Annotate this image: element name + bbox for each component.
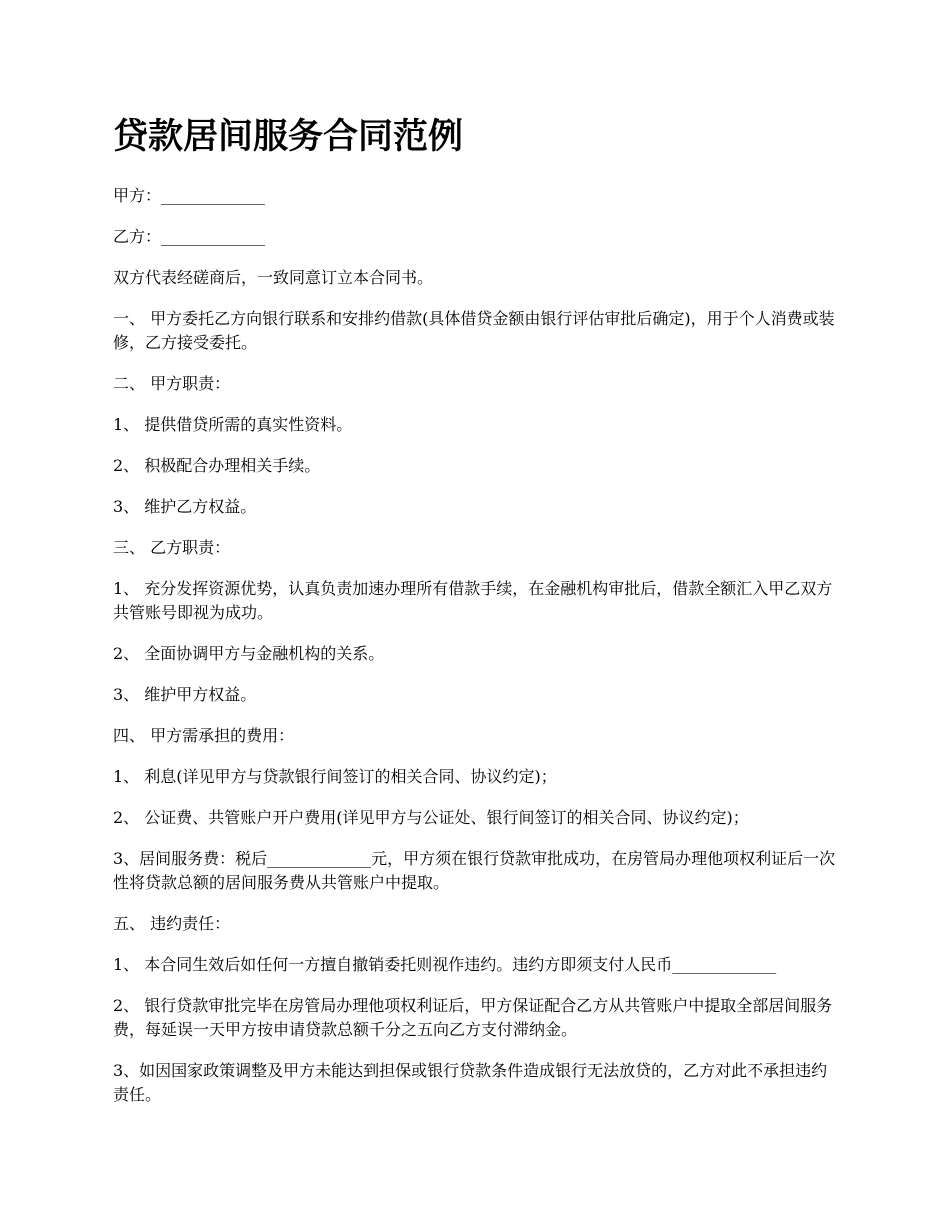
intro-paragraph: 双方代表经磋商后，一致同意订立本合同书。	[113, 268, 434, 287]
section-2-item-3: 3、 维护乙方权益。	[113, 497, 257, 516]
section-5-item-3: 3、如因国家政策调整及甲方未能达到担保或银行贷款条件造成银行无法放贷的，乙方对此不承担违约责任。	[113, 1061, 828, 1104]
section-3-item-2: 2、 全面协调甲方与金融机构的关系。	[113, 644, 385, 663]
section-2-item-1: 1、 提供借贷所需的真实性资料。	[113, 415, 353, 434]
section-2-item-2: 2、 积极配合办理相关手续。	[113, 456, 321, 475]
document-page	[113, 112, 840, 1124]
section-1-paragraph: 一、 甲方委托乙方向银行联系和安排约借款(具体借贷金额由银行评估审批后确定)，用于个人消费或装修，乙方接受委托。	[113, 309, 835, 352]
section-4-item-3: 3、居间服务费：税后_____________元，甲方须在银行贷款审批成功，在房管局办理他项权利证后一次性将贷款总额的居间服务费从共管账户中提取。	[113, 849, 836, 892]
document-title: 贷款居间服务合同范例	[113, 116, 464, 157]
section-3-heading: 三、 乙方职责：	[113, 538, 231, 557]
section-4-item-1: 1、 利息(详见甲方与贷款银行间签订的相关合同、协议约定)；	[113, 767, 557, 786]
section-3-item-1: 1、 充分发挥资源优势，认真负责加速办理所有借款手续，在金融机构审批后，借款全额汇入甲乙双方共管账号即视为成功。	[113, 579, 833, 622]
section-5-heading: 五、 违约责任：	[113, 914, 231, 933]
section-3-item-3: 3、 维护甲方权益。	[113, 685, 257, 704]
party-b-line: 乙方：_____________	[113, 227, 266, 246]
party-a-line: 甲方：_____________	[113, 186, 266, 205]
section-4-heading: 四、 甲方需承担的费用：	[113, 726, 295, 745]
section-5-item-1: 1、 本合同生效后如任何一方擅自撤销委托则视作违约。违约方即须支付人民币_____________	[113, 955, 777, 974]
section-2-heading: 二、 甲方职责：	[113, 374, 231, 393]
section-5-item-2: 2、 银行贷款审批完毕在房管局办理他项权利证后，甲方保证配合乙方从共管账户中提取全部居间服务费，每延误一天甲方按申请贷款总额千分之五向乙方支付滞纳金。	[113, 996, 833, 1039]
section-4-item-2: 2、 公证费、共管账户开户费用(详见甲方与公证处、银行间签订的相关合同、协议约定)；	[113, 808, 749, 827]
